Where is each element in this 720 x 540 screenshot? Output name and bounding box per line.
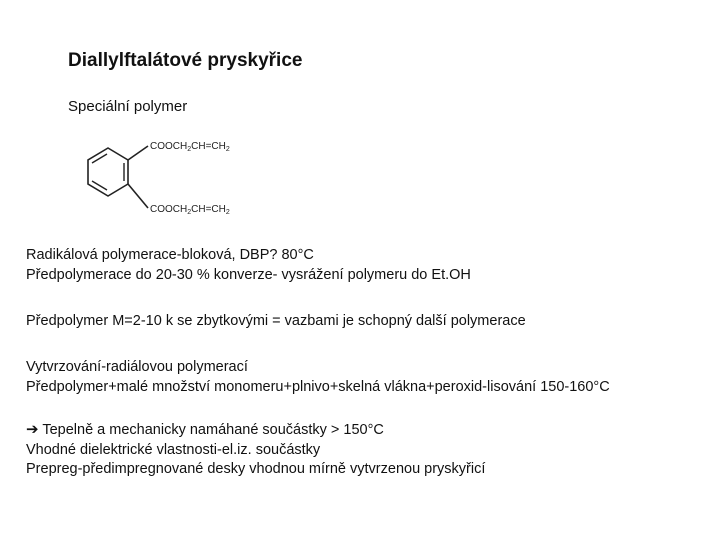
slide-subtitle: Speciální polymer [68, 98, 188, 115]
paragraph-polymerization [26, 246, 471, 285]
diallyl-phthalate-structure [62, 132, 252, 222]
text-line: Prepreg-předimpregnované desky vhodnou mírně vytvrzenou pryskyřicí [26, 461, 486, 477]
text-line: Vhodné dielektrické vlastnosti-el.iz. součástky [26, 441, 321, 458]
application-text: Tepelně a mechanicky namáhané součástky > 150°C [42, 422, 384, 438]
text-line: Radikálová polymerace-bloková, DBP? 80°C [26, 247, 314, 263]
bond-top [128, 146, 148, 160]
paragraph-curing [26, 358, 610, 397]
bond-bottom [128, 184, 148, 208]
text-line: Předpolymer M=2-10 k se zbytkovými = vazbami je schopný další polymerace [26, 313, 526, 329]
text-line: Vytvrzování-radiálovou polymerací [26, 359, 248, 375]
arrow-right-icon: ➔ [26, 421, 39, 438]
text-line: Předpolymer+malé množství monomeru+plnivo+skelná vlákna+peroxid-lisování 150-160°C [26, 378, 610, 395]
substituent-bottom: $COOCH_2CH=CH_2$ [150, 204, 230, 216]
slide-title: Diallylftalátové pryskyřice [68, 50, 303, 71]
substituent-top: $COOCH_2CH=CH_2$ [150, 141, 230, 153]
paragraph-applications [26, 420, 485, 480]
text-line: Předpolymerace do 20-30 % konverze- vysrážení polymeru do Et.OH [26, 266, 471, 283]
text-line [26, 420, 485, 441]
benzene-ring [88, 148, 128, 196]
paragraph-prepolymer [26, 312, 526, 332]
